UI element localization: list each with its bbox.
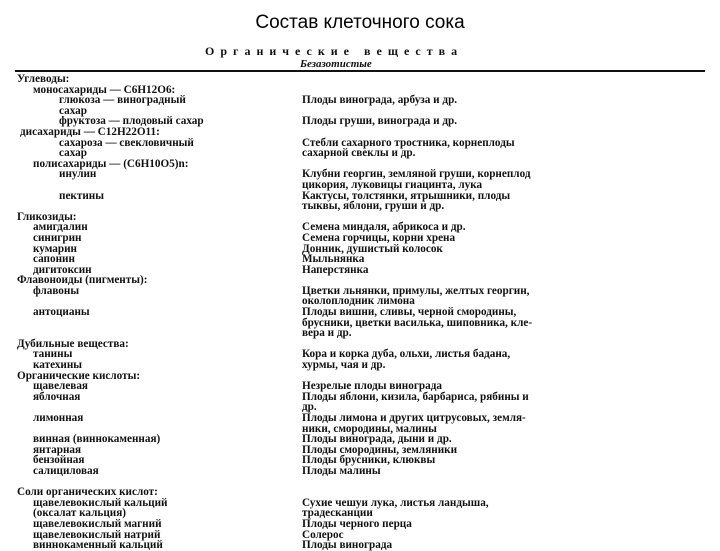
source-line: Плоды винограда — [302, 539, 393, 551]
source-line: Плоды вишни, сливы, черной смородины, — [302, 306, 517, 319]
table-heading: Органические вещества — [205, 44, 464, 58]
substance-line: Соли органических кислот: — [17, 486, 158, 499]
source-line: вера и др. — [302, 327, 352, 340]
substance-line: щавелевая — [33, 380, 88, 393]
substance-line: фруктоза — плодовый сахар — [59, 115, 204, 128]
substance-line: катехины — [33, 359, 83, 372]
substance-line: Гликозиды: — [17, 210, 77, 223]
source-line: Донник, душистый колосок — [302, 242, 443, 255]
source-line: Плоды винограда, арбуза и др. — [302, 94, 458, 107]
substance-line: лимонная — [33, 412, 84, 424]
source-line: ники, смородины, малины — [302, 422, 437, 435]
substance-line: моносахариды — C6H12O6: — [33, 83, 176, 96]
source-line: цикория, луковицы гиацинта, лука — [302, 178, 483, 191]
source-line: Семена горчицы, корни хрена — [302, 231, 456, 244]
substance-line: сахар — [59, 147, 87, 160]
source-line: Кактусы, толстянки, ятрышники, плоды — [302, 189, 511, 202]
source-line: Плоды малины — [302, 464, 381, 477]
substance-line: инулин — [59, 168, 97, 181]
substance-line: дигитоксин — [33, 263, 92, 276]
substance-line: синигрин — [33, 231, 82, 244]
spacer — [17, 318, 287, 329]
substance-line: щавелевокислый натрий — [33, 528, 161, 541]
substance-line: яблочная — [33, 390, 81, 403]
substance-line: (оксалат кальция) — [33, 507, 126, 520]
source-line: Незрелые плоды винограда — [302, 380, 442, 393]
source-line: Плоды яблони, кизила, барбариса, рябины и — [302, 390, 529, 403]
substance-line: амигдалин — [33, 221, 88, 234]
substance-line: танины — [33, 348, 73, 361]
substance-line: сахар — [59, 104, 87, 117]
substances-column — [17, 74, 287, 551]
substance-line: щавелевокислый кальций — [33, 496, 168, 509]
source-line: тыквы, яблони, груши и др. — [302, 200, 445, 213]
source-line: Семена миндаля, абрикоса и др. — [302, 221, 466, 234]
substance-line: пектины — [59, 189, 104, 202]
source-line: Солерос — [302, 528, 344, 541]
substance-line: Дубильные вещества: — [17, 337, 129, 350]
source-line: Плоды смородины, земляники — [302, 443, 458, 456]
substance-line: антоцианы — [33, 306, 90, 319]
substance-line: сахароза — свекловичный — [59, 136, 194, 149]
substance-line: сапонин — [33, 253, 75, 266]
table-subheading: Безазотистые — [300, 58, 372, 70]
sources-column — [302, 74, 702, 551]
substance-line: бензойная — [33, 454, 85, 467]
substance-line: щавелевокислый магний — [33, 517, 162, 530]
substance-line: салициловая — [33, 464, 99, 477]
source-line: хурмы, чая и др. — [302, 359, 386, 372]
source-line: традесканции — [302, 507, 373, 520]
substance-line: виннокаменный кальций — [33, 539, 163, 551]
source-line: сахарной свеклы и др. — [302, 147, 416, 160]
substance-line: кумарин — [33, 242, 77, 255]
source-line: др. — [302, 401, 317, 414]
heading-divider — [15, 70, 705, 72]
source-line: околоплодник лимона — [302, 295, 415, 308]
source-line: Стебли сахарного тростника, корнеплоды — [302, 136, 515, 149]
substance-line: полисахариды — (C6H10O5)n: — [33, 157, 189, 170]
source-line: Кора и корка дуба, ольхи, листья бадана, — [302, 348, 511, 361]
substance-line: флавоны — [33, 284, 80, 297]
source-line: Цветки льнянки, примулы, желтых георгин, — [302, 284, 530, 297]
source-line: Наперстянка — [302, 263, 369, 276]
source-line: Плоды лимона и других цитрусовых, земля- — [302, 412, 526, 424]
source-line: Мыльнянка — [302, 253, 365, 266]
source-line: Плоды груши, винограда и др. — [302, 115, 458, 128]
source-line: Плоды черного перца — [302, 517, 412, 530]
slide-title: Состав клеточного сока — [255, 12, 465, 33]
substance-line: янтарная — [33, 443, 82, 456]
source-line: брусники, цветки василька, шиповника, кле- — [302, 316, 533, 329]
source-line: Сухие чешуи лука, листья ландыша, — [302, 496, 489, 509]
substance-line: Органические кислоты: — [17, 369, 141, 382]
substance-line: Углеводы: — [17, 73, 70, 85]
source-line: Плоды винограда, дыни и др. — [302, 433, 452, 446]
spacer — [302, 477, 702, 488]
substance-line: глюкоза — виноградный — [59, 94, 186, 107]
spacer — [302, 127, 702, 138]
spacer — [17, 180, 287, 191]
substance-line: Флавоноиды (пигменты): — [17, 274, 148, 287]
source-line: Клубни георгин, земляной груши, корнеплод — [302, 168, 531, 181]
spacer — [302, 74, 702, 85]
substance-line: дисахариды — C12H22O11: — [20, 125, 160, 138]
source-line: Плоды брусники, клюквы — [302, 454, 436, 467]
substance-line: винная (виннокаменная) — [33, 433, 161, 446]
